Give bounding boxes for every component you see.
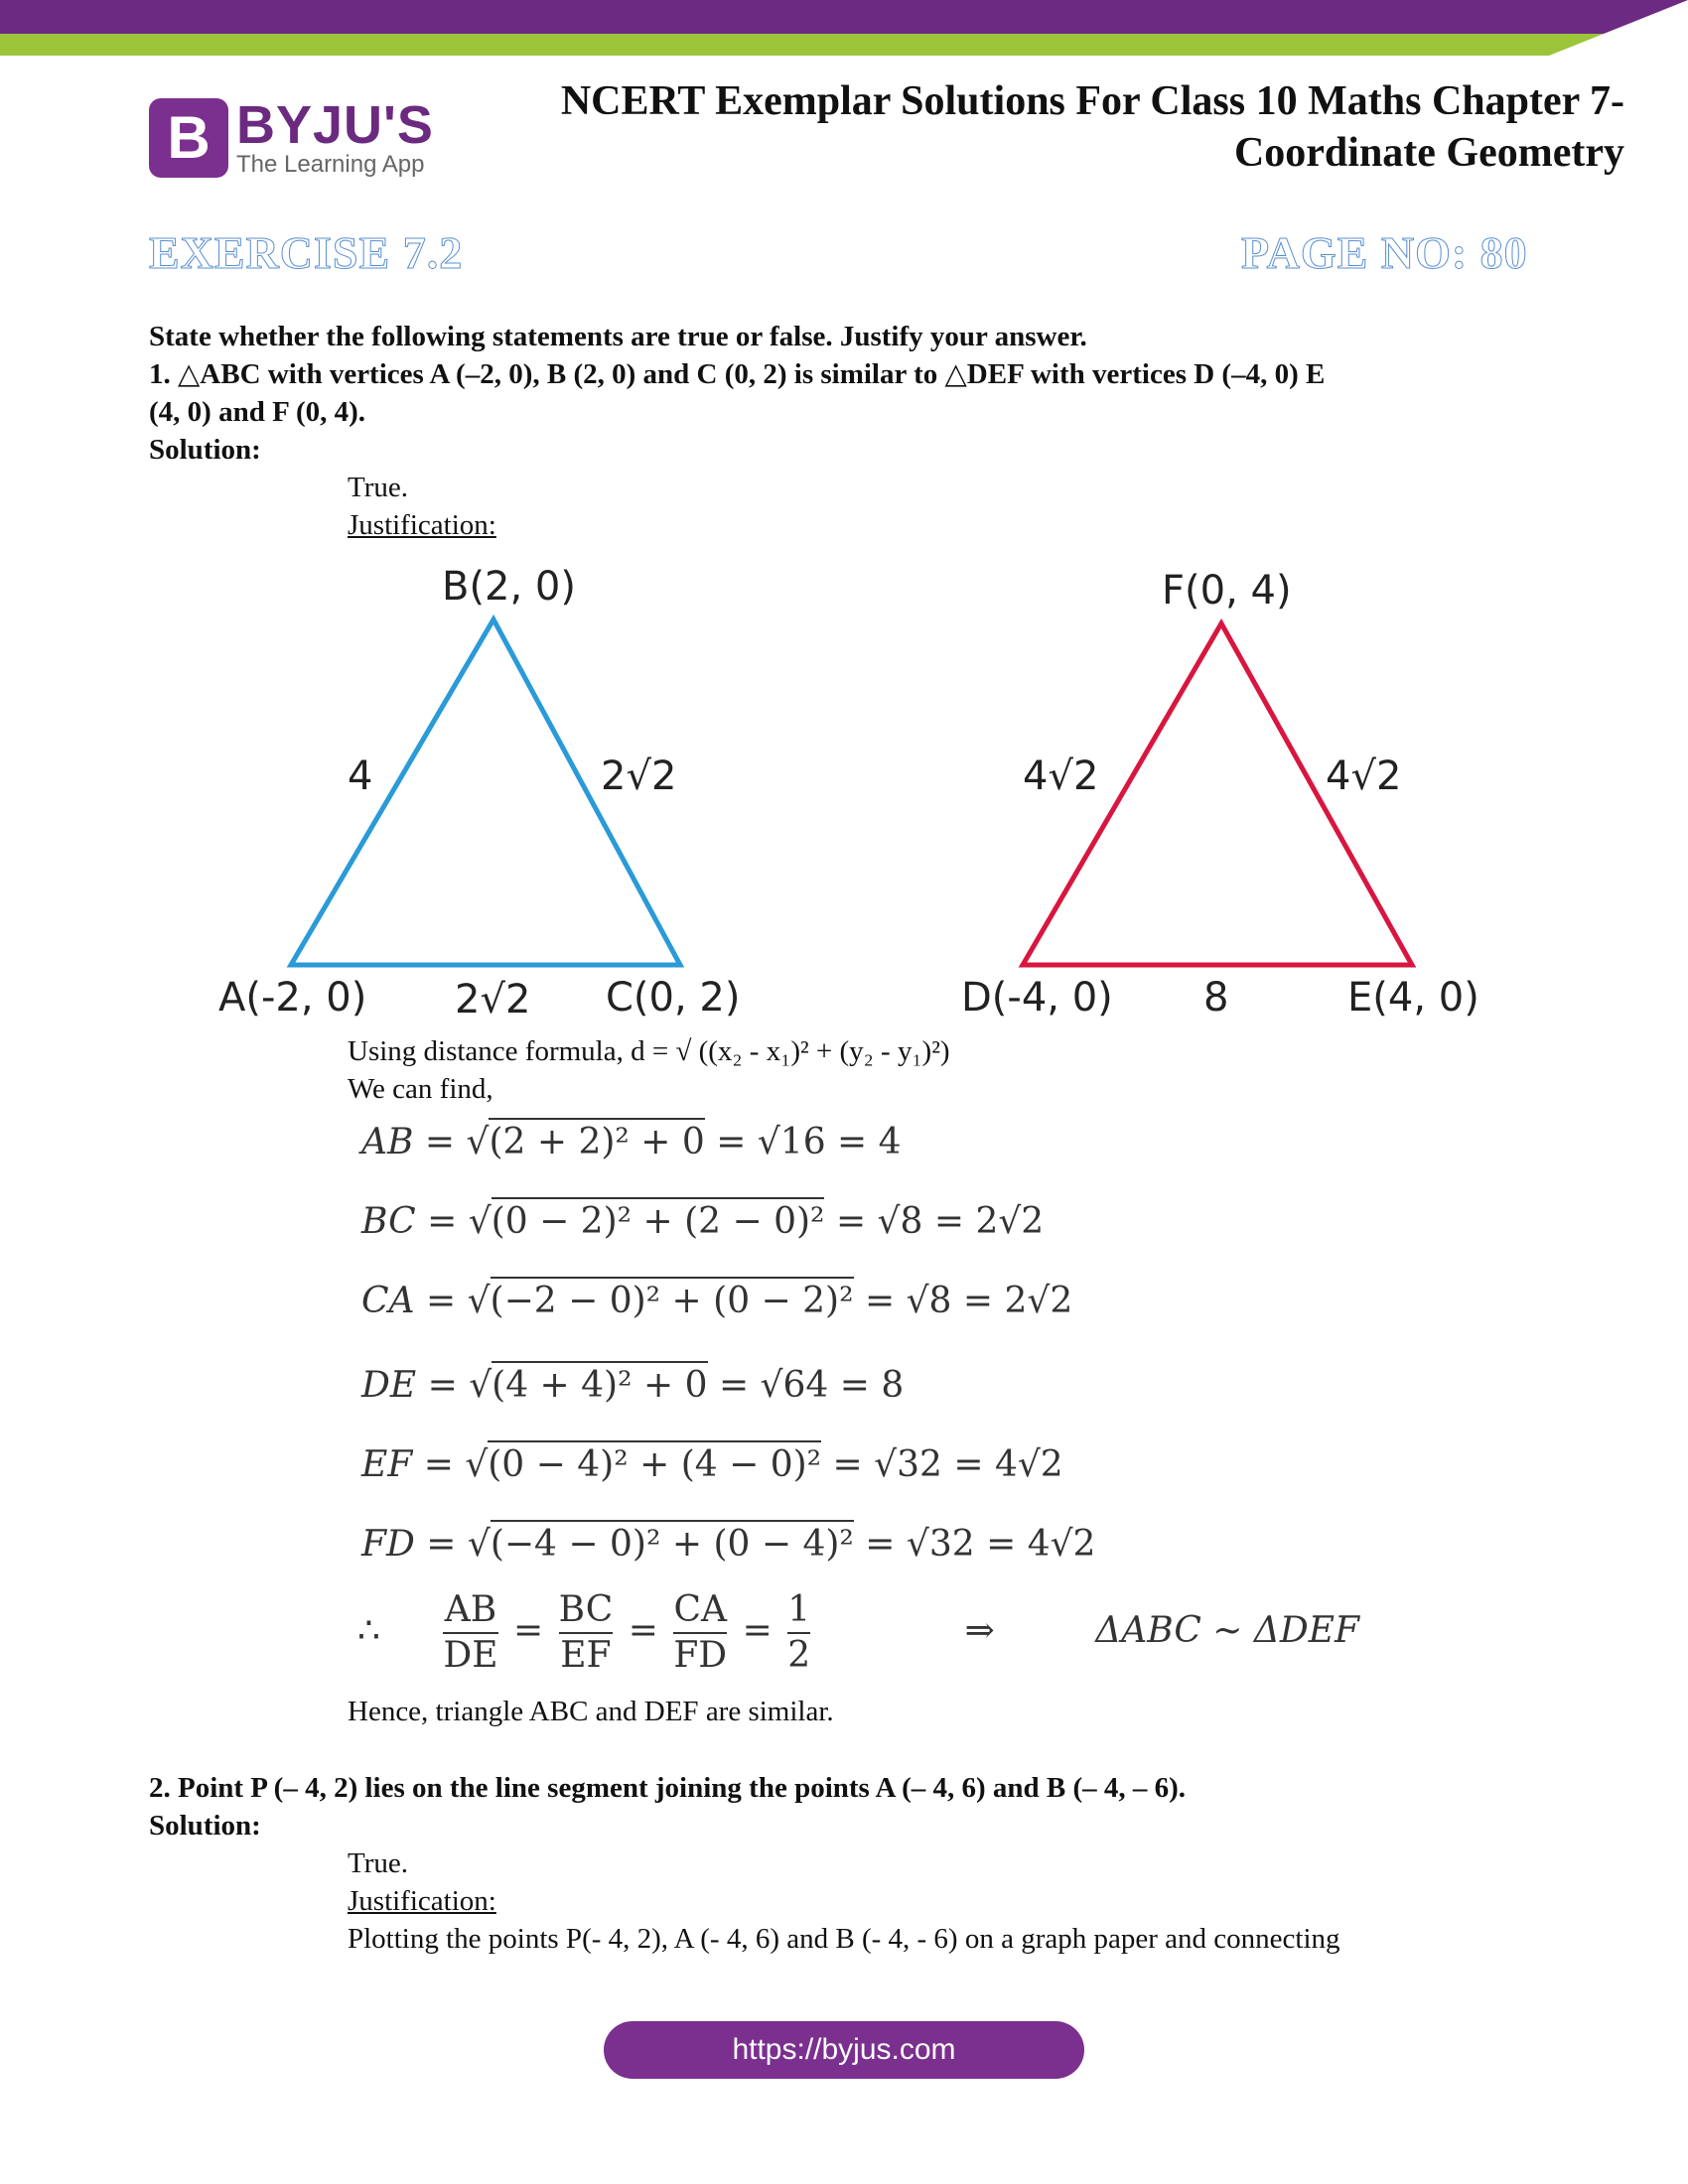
vertex-c-label: C(0, 2) xyxy=(606,975,741,1021)
ratio-ab-de: $\frac{AB}{DE}$ xyxy=(443,1589,498,1676)
we-can-find-text: We can find, xyxy=(348,1073,493,1105)
q2-justification-label: Justification: xyxy=(348,1885,496,1917)
q1-answer: True. xyxy=(348,472,408,503)
calc-fd-result: = √32 = 4√2 xyxy=(865,1524,1096,1565)
ratio-one-half: $\frac{1}{2}$ xyxy=(787,1589,811,1676)
logo-letter: B xyxy=(167,104,211,171)
calc-fd-lhs: FD xyxy=(361,1524,415,1565)
calc-ca-lhs: CA xyxy=(361,1281,415,1321)
q2-text: 2. Point P (– 4, 2) lies on the line segment joining the points A (– 4, 6) and B (– 4, – 6). xyxy=(149,1772,1187,1804)
calc-ab-result: = √16 = 4 xyxy=(716,1122,902,1162)
calc-de-lhs: DE xyxy=(361,1365,417,1406)
q2-plot-text: Plotting the points P(- 4, 2), A (- 4, 6) and B (- 4, - 6) on a graph paper and connecting xyxy=(348,1923,1340,1955)
q1-conclusion: Hence, triangle ABC and DEF are similar. xyxy=(348,1696,834,1727)
q2-solution-label: Solution: xyxy=(149,1810,261,1842)
instruction-text: State whether the following statements are true or false. Justify your answer. xyxy=(149,321,1087,352)
side-ab-label: 4 xyxy=(348,753,373,799)
therefore-symbol: ∴ xyxy=(357,1610,380,1651)
calc-ca-radicand: (−2 − 0)² + (0 − 2)² xyxy=(491,1277,854,1321)
calc-ef-lhs: EF xyxy=(361,1444,413,1485)
vertex-a-label: A(-2, 0) xyxy=(218,975,367,1021)
q1-justification-label: Justification: xyxy=(348,509,496,541)
calc-bc: BC = √(0 − 2)² + (2 − 0)² = √8 = 2√2 xyxy=(361,1201,1044,1242)
brand-tagline: The Learning App xyxy=(236,151,425,178)
calc-ef-result: = √32 = 4√2 xyxy=(832,1444,1063,1485)
calc-ef: EF = √(0 − 4)² + (4 − 0)² = √32 = 4√2 xyxy=(361,1444,1063,1485)
ratio-bc-ef: $\frac{BC}{EF}$ xyxy=(558,1589,614,1676)
brand-name: BYJU'S xyxy=(236,95,434,155)
calc-de: DE = √(4 + 4)² + 0 = √64 = 8 xyxy=(361,1365,904,1406)
calc-de-result: = √64 = 8 xyxy=(718,1365,905,1406)
title-line-2: Coordinate Geometry xyxy=(1233,130,1624,176)
calc-bc-lhs: BC xyxy=(361,1201,416,1242)
q1-text-line2: (4, 0) and F (0, 4). xyxy=(149,396,366,428)
document-title xyxy=(512,75,1624,179)
calc-ab-lhs: AB xyxy=(361,1122,414,1162)
side-fe-label: 4√2 xyxy=(1326,753,1402,799)
exercise-label: EXERCISE 7.2 xyxy=(149,227,464,278)
q1-solution-label: Solution: xyxy=(149,434,261,466)
vertex-e-label: E(4, 0) xyxy=(1347,975,1479,1021)
calc-ef-radicand: (0 − 4)² + (4 − 0)² xyxy=(488,1440,821,1485)
side-bc-label: 2√2 xyxy=(601,753,677,799)
ratio-ca-fd: $\frac{CA}{FD}$ xyxy=(673,1589,728,1676)
title-line-1: NCERT Exemplar Solutions For Class 10 Maths Chapter 7- xyxy=(560,78,1624,124)
calc-fd: FD = √(−4 − 0)² + (0 − 4)² = √32 = 4√2 xyxy=(361,1524,1095,1565)
side-df-label: 4√2 xyxy=(1023,753,1099,799)
calc-ab-radicand: (2 + 2)² + 0 xyxy=(489,1118,704,1162)
calc-bc-radicand: (0 − 2)² + (2 − 0)² xyxy=(492,1197,825,1242)
distance-formula-text: Using distance formula, d = √ ((x₂ - x₁)² + (y₂ - y₁)²) xyxy=(348,1035,950,1067)
calc-ab: AB = √(2 + 2)² + 0 = √16 = 4 xyxy=(361,1122,902,1162)
calc-ca-result: = √8 = 2√2 xyxy=(864,1281,1073,1321)
footer-url[interactable]: https://byjus.com xyxy=(732,2033,956,2066)
ratio-line: ∴ $\frac{AB}{DE}$ = $\frac{BC}{EF}$ = $\frac{CA}{FD}$ = $\frac{1}{2}$ ⇒ ΔABC ~ ΔDEF xyxy=(357,1589,1360,1676)
q1-text-line1: 1. △ABC with vertices A (–2, 0), B (2, 0) and C (0, 2) is similar to △DEF with vertices D (–4, 0) E xyxy=(149,358,1326,390)
footer-url-pill[interactable] xyxy=(604,2021,1084,2079)
vertex-d-label: D(-4, 0) xyxy=(961,975,1113,1021)
similarity-result: ΔABC ~ ΔDEF xyxy=(1095,1610,1360,1651)
vertex-b-label: B(2, 0) xyxy=(442,564,576,610)
calc-fd-radicand: (−4 − 0)² + (0 − 4)² xyxy=(491,1520,854,1565)
top-banner xyxy=(0,0,1688,58)
calc-ca: CA = √(−2 − 0)² + (0 − 2)² = √8 = 2√2 xyxy=(361,1281,1072,1321)
q2-answer: True. xyxy=(348,1847,408,1879)
triangles-figure xyxy=(199,546,1489,1023)
implies-symbol: ⇒ xyxy=(964,1610,995,1651)
calc-bc-result: = √8 = 2√2 xyxy=(835,1201,1045,1242)
side-de-label: 8 xyxy=(1203,975,1229,1021)
side-ac-label: 2√2 xyxy=(455,977,531,1023)
byjus-logo xyxy=(149,98,228,178)
vertex-f-label: F(0, 4) xyxy=(1162,568,1292,614)
page-number: PAGE NO: 80 xyxy=(1241,227,1528,278)
calc-de-radicand: (4 + 4)² + 0 xyxy=(492,1361,707,1406)
